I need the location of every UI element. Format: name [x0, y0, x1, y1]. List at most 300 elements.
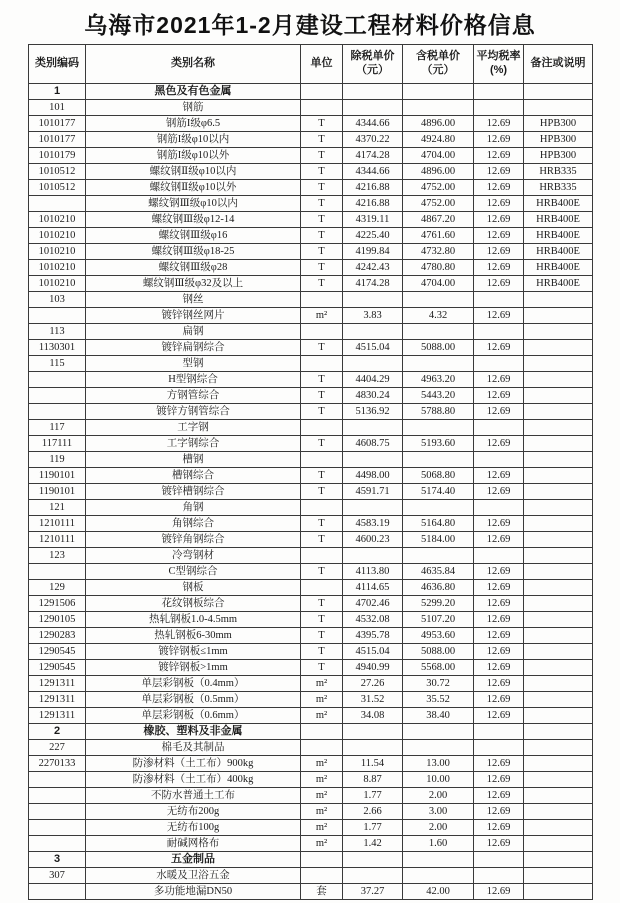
cell-unit: m² — [301, 308, 343, 324]
cell-price-inc-tax: 5443.20 — [403, 388, 474, 404]
cell-price-ex-tax — [343, 852, 403, 868]
cell-category-code: 1010179 — [29, 148, 86, 164]
cell-note — [524, 564, 593, 580]
table-row — [29, 244, 593, 260]
cell-category-name: 无纺布100g — [86, 820, 301, 836]
cell-unit: m² — [301, 708, 343, 724]
cell-price-ex-tax — [343, 420, 403, 436]
cell-price-inc-tax: 4896.00 — [403, 164, 474, 180]
table-row — [29, 660, 593, 676]
cell-note — [524, 372, 593, 388]
cell-price-ex-tax: 4174.28 — [343, 148, 403, 164]
cell-price-inc-tax: 2.00 — [403, 820, 474, 836]
cell-category-name: 螺纹钢Ⅲ级φ12-14 — [86, 212, 301, 228]
cell-price-inc-tax — [403, 292, 474, 308]
cell-category-name: 螺纹钢Ⅲ级φ10以内 — [86, 196, 301, 212]
cell-category-code: 1130301 — [29, 340, 86, 356]
cell-category-code — [29, 404, 86, 420]
cell-note — [524, 324, 593, 340]
table-row — [29, 740, 593, 756]
cell-price-inc-tax: 4780.80 — [403, 260, 474, 276]
cell-tax-rate — [474, 868, 524, 884]
cell-price-ex-tax: 4608.75 — [343, 436, 403, 452]
cell-category-code: 1010210 — [29, 244, 86, 260]
cell-category-name: 镀锌扁钢综合 — [86, 340, 301, 356]
table-row — [29, 148, 593, 164]
table-row — [29, 164, 593, 180]
cell-tax-rate: 12.69 — [474, 244, 524, 260]
cell-category-code: 129 — [29, 580, 86, 596]
cell-unit: T — [301, 516, 343, 532]
cell-unit — [301, 548, 343, 564]
cell-category-name: 不防水普通土工布 — [86, 788, 301, 804]
cell-price-inc-tax — [403, 100, 474, 116]
material-price-table — [28, 44, 593, 900]
cell-unit: T — [301, 132, 343, 148]
table-row — [29, 340, 593, 356]
cell-price-ex-tax: 4216.88 — [343, 180, 403, 196]
table-row — [29, 116, 593, 132]
cell-tax-rate — [474, 852, 524, 868]
cell-tax-rate: 12.69 — [474, 212, 524, 228]
cell-category-name: 耐碱网格布 — [86, 836, 301, 852]
cell-unit — [301, 292, 343, 308]
cell-note — [524, 868, 593, 884]
table-row — [29, 484, 593, 500]
cell-category-code: 1290105 — [29, 612, 86, 628]
cell-category-name: 钢板 — [86, 580, 301, 596]
cell-tax-rate: 12.69 — [474, 468, 524, 484]
cell-price-inc-tax: 5299.20 — [403, 596, 474, 612]
cell-category-name: 橡胶、塑料及非金属 — [86, 724, 301, 740]
cell-category-name: 钢筋I级φ6.5 — [86, 116, 301, 132]
cell-note — [524, 580, 593, 596]
cell-category-name: 棉毛及其制品 — [86, 740, 301, 756]
cell-price-inc-tax: 4752.00 — [403, 180, 474, 196]
cell-category-name: 镀锌钢丝网片 — [86, 308, 301, 324]
cell-note — [524, 500, 593, 516]
cell-note: HRB400E — [524, 228, 593, 244]
cell-price-ex-tax: 5136.92 — [343, 404, 403, 420]
cell-category-code: 101 — [29, 100, 86, 116]
cell-category-name: H型钢综合 — [86, 372, 301, 388]
cell-unit — [301, 356, 343, 372]
cell-note — [524, 708, 593, 724]
cell-category-code: 1291311 — [29, 676, 86, 692]
cell-tax-rate: 12.69 — [474, 516, 524, 532]
cell-price-ex-tax: 4242.43 — [343, 260, 403, 276]
cell-note — [524, 388, 593, 404]
table-row — [29, 580, 593, 596]
cell-category-name: 五金制品 — [86, 852, 301, 868]
table-row — [29, 196, 593, 212]
cell-unit: T — [301, 644, 343, 660]
cell-note — [524, 644, 593, 660]
cell-category-code: 1291506 — [29, 596, 86, 612]
cell-tax-rate — [474, 500, 524, 516]
table-row — [29, 532, 593, 548]
cell-category-code: 1010210 — [29, 260, 86, 276]
cell-note: HRB335 — [524, 180, 593, 196]
table-row — [29, 372, 593, 388]
cell-unit: T — [301, 164, 343, 180]
cell-price-inc-tax: 5184.00 — [403, 532, 474, 548]
cell-tax-rate: 12.69 — [474, 836, 524, 852]
cell-category-code — [29, 788, 86, 804]
cell-note — [524, 452, 593, 468]
table-row — [29, 180, 593, 196]
cell-price-inc-tax — [403, 548, 474, 564]
header-notes: 备注或说明 — [524, 45, 593, 84]
cell-price-inc-tax — [403, 500, 474, 516]
cell-category-code — [29, 820, 86, 836]
price-table-body — [29, 84, 593, 900]
cell-tax-rate: 12.69 — [474, 340, 524, 356]
cell-price-inc-tax: 4704.00 — [403, 148, 474, 164]
cell-price-ex-tax: 4370.22 — [343, 132, 403, 148]
cell-price-ex-tax: 4199.84 — [343, 244, 403, 260]
cell-price-inc-tax: 5193.60 — [403, 436, 474, 452]
cell-tax-rate: 12.69 — [474, 804, 524, 820]
cell-price-inc-tax — [403, 324, 474, 340]
cell-price-inc-tax: 1.60 — [403, 836, 474, 852]
cell-unit: 套 — [301, 884, 343, 900]
cell-price-inc-tax: 4924.80 — [403, 132, 474, 148]
cell-price-inc-tax: 30.72 — [403, 676, 474, 692]
table-row — [29, 84, 593, 100]
table-row — [29, 420, 593, 436]
cell-price-ex-tax — [343, 868, 403, 884]
table-row — [29, 596, 593, 612]
cell-unit: T — [301, 148, 343, 164]
table-row — [29, 308, 593, 324]
table-row — [29, 132, 593, 148]
cell-category-code: 1010210 — [29, 276, 86, 292]
cell-note — [524, 308, 593, 324]
cell-category-name: 热轧钢板1.0-4.5mm — [86, 612, 301, 628]
cell-category-code — [29, 308, 86, 324]
cell-unit — [301, 420, 343, 436]
cell-tax-rate — [474, 100, 524, 116]
table-row — [29, 692, 593, 708]
cell-category-name: 黑色及有色金属 — [86, 84, 301, 100]
cell-category-name: 镀锌槽钢综合 — [86, 484, 301, 500]
cell-tax-rate — [474, 356, 524, 372]
cell-price-inc-tax: 4896.00 — [403, 116, 474, 132]
cell-price-ex-tax: 4940.99 — [343, 660, 403, 676]
cell-category-name: 螺纹钢Ⅲ级φ16 — [86, 228, 301, 244]
cell-price-ex-tax: 4216.88 — [343, 196, 403, 212]
cell-note — [524, 756, 593, 772]
cell-price-ex-tax: 4600.23 — [343, 532, 403, 548]
cell-category-name: 花纹钢板综合 — [86, 596, 301, 612]
table-row — [29, 468, 593, 484]
page-title: 乌海市2021年1-2月建设工程材料价格信息 — [84, 12, 536, 38]
table-row — [29, 436, 593, 452]
cell-note: HRB335 — [524, 164, 593, 180]
cell-tax-rate: 12.69 — [474, 388, 524, 404]
cell-tax-rate: 12.69 — [474, 196, 524, 212]
cell-price-inc-tax: 10.00 — [403, 772, 474, 788]
cell-price-ex-tax: 4515.04 — [343, 340, 403, 356]
cell-price-ex-tax — [343, 100, 403, 116]
cell-category-name: 单层彩钢板（0.4mm） — [86, 676, 301, 692]
cell-note — [524, 420, 593, 436]
cell-category-name: 槽钢综合 — [86, 468, 301, 484]
cell-unit: m² — [301, 692, 343, 708]
cell-category-name: 热轧钢板6-30mm — [86, 628, 301, 644]
table-row — [29, 452, 593, 468]
cell-price-inc-tax: 35.52 — [403, 692, 474, 708]
cell-unit — [301, 324, 343, 340]
cell-note — [524, 836, 593, 852]
cell-tax-rate: 12.69 — [474, 436, 524, 452]
cell-category-name: 冷弯钢材 — [86, 548, 301, 564]
cell-price-ex-tax: 4319.11 — [343, 212, 403, 228]
cell-unit: T — [301, 612, 343, 628]
cell-category-code: 307 — [29, 868, 86, 884]
cell-unit — [301, 724, 343, 740]
cell-category-code — [29, 372, 86, 388]
cell-note — [524, 292, 593, 308]
cell-price-ex-tax: 4344.66 — [343, 116, 403, 132]
cell-tax-rate: 12.69 — [474, 644, 524, 660]
cell-note — [524, 356, 593, 372]
cell-unit: T — [301, 212, 343, 228]
cell-unit: T — [301, 484, 343, 500]
cell-note — [524, 820, 593, 836]
cell-price-inc-tax: 4867.20 — [403, 212, 474, 228]
cell-unit: T — [301, 244, 343, 260]
cell-note — [524, 740, 593, 756]
cell-tax-rate: 12.69 — [474, 260, 524, 276]
cell-note — [524, 676, 593, 692]
cell-unit: T — [301, 340, 343, 356]
cell-category-name: 螺纹钢Ⅱ级φ10以内 — [86, 164, 301, 180]
cell-note — [524, 692, 593, 708]
cell-category-code — [29, 804, 86, 820]
cell-category-name: 型钢 — [86, 356, 301, 372]
cell-tax-rate: 12.69 — [474, 612, 524, 628]
cell-category-name: 螺纹钢Ⅱ级φ10以外 — [86, 180, 301, 196]
cell-price-inc-tax: 4.32 — [403, 308, 474, 324]
cell-unit — [301, 452, 343, 468]
cell-tax-rate: 12.69 — [474, 164, 524, 180]
table-header — [29, 45, 593, 84]
cell-category-code: 1190101 — [29, 484, 86, 500]
cell-unit — [301, 84, 343, 100]
cell-price-ex-tax: 3.83 — [343, 308, 403, 324]
cell-category-code — [29, 196, 86, 212]
cell-price-ex-tax — [343, 452, 403, 468]
cell-tax-rate: 12.69 — [474, 692, 524, 708]
table-row — [29, 260, 593, 276]
cell-category-code: 2270133 — [29, 756, 86, 772]
cell-price-inc-tax: 4963.20 — [403, 372, 474, 388]
header-price-ex-tax: 除税单价（元） — [343, 45, 403, 84]
cell-price-inc-tax: 4732.80 — [403, 244, 474, 260]
cell-price-ex-tax: 27.26 — [343, 676, 403, 692]
cell-category-name: 钢筋I级φ10以内 — [86, 132, 301, 148]
cell-unit: m² — [301, 836, 343, 852]
cell-category-code: 3 — [29, 852, 86, 868]
cell-price-ex-tax — [343, 548, 403, 564]
cell-category-name: C型钢综合 — [86, 564, 301, 580]
cell-category-name: 钢筋 — [86, 100, 301, 116]
cell-price-inc-tax — [403, 420, 474, 436]
cell-price-inc-tax: 13.00 — [403, 756, 474, 772]
cell-price-inc-tax: 5568.00 — [403, 660, 474, 676]
header-avg-tax-rate: 平均税率(%) — [474, 45, 524, 84]
cell-category-code — [29, 772, 86, 788]
cell-tax-rate — [474, 740, 524, 756]
cell-note — [524, 468, 593, 484]
table-row — [29, 884, 593, 900]
cell-price-inc-tax: 4635.84 — [403, 564, 474, 580]
cell-category-name: 工字钢 — [86, 420, 301, 436]
cell-note: HRB400E — [524, 244, 593, 260]
cell-price-ex-tax: 4404.29 — [343, 372, 403, 388]
table-row — [29, 388, 593, 404]
cell-category-code: 2 — [29, 724, 86, 740]
cell-tax-rate: 12.69 — [474, 228, 524, 244]
cell-tax-rate: 12.69 — [474, 180, 524, 196]
cell-category-code: 1 — [29, 84, 86, 100]
cell-price-inc-tax: 42.00 — [403, 884, 474, 900]
cell-tax-rate: 12.69 — [474, 532, 524, 548]
cell-category-code: 1210111 — [29, 516, 86, 532]
cell-note: HRB400E — [524, 212, 593, 228]
cell-price-inc-tax: 5164.80 — [403, 516, 474, 532]
cell-price-ex-tax: 4174.28 — [343, 276, 403, 292]
cell-price-ex-tax — [343, 84, 403, 100]
table-row — [29, 212, 593, 228]
cell-tax-rate: 12.69 — [474, 660, 524, 676]
cell-unit: T — [301, 228, 343, 244]
cell-price-inc-tax — [403, 356, 474, 372]
cell-price-ex-tax: 4583.19 — [343, 516, 403, 532]
header-unit: 单位 — [301, 45, 343, 84]
cell-tax-rate: 12.69 — [474, 564, 524, 580]
table-row — [29, 516, 593, 532]
cell-price-ex-tax: 1.77 — [343, 820, 403, 836]
cell-category-name: 单层彩钢板（0.5mm） — [86, 692, 301, 708]
table-row — [29, 548, 593, 564]
cell-category-name: 螺纹钢Ⅲ级φ18-25 — [86, 244, 301, 260]
cell-category-code: 1291311 — [29, 708, 86, 724]
cell-category-code: 227 — [29, 740, 86, 756]
cell-price-ex-tax: 4225.40 — [343, 228, 403, 244]
header-price-inc-tax: 含税单价（元） — [403, 45, 474, 84]
cell-price-ex-tax — [343, 292, 403, 308]
cell-tax-rate — [474, 420, 524, 436]
cell-note — [524, 884, 593, 900]
cell-price-ex-tax — [343, 356, 403, 372]
table-row — [29, 804, 593, 820]
table-row — [29, 100, 593, 116]
cell-unit: T — [301, 260, 343, 276]
table-row — [29, 676, 593, 692]
cell-price-ex-tax: 11.54 — [343, 756, 403, 772]
cell-category-code: 1010210 — [29, 228, 86, 244]
cell-category-code: 1010177 — [29, 132, 86, 148]
cell-unit: T — [301, 436, 343, 452]
cell-category-code: 1291311 — [29, 692, 86, 708]
cell-note — [524, 772, 593, 788]
cell-price-ex-tax: 4344.66 — [343, 164, 403, 180]
cell-unit — [301, 580, 343, 596]
cell-note — [524, 852, 593, 868]
cell-category-code: 1010512 — [29, 164, 86, 180]
cell-note — [524, 788, 593, 804]
cell-tax-rate: 12.69 — [474, 788, 524, 804]
cell-category-code — [29, 884, 86, 900]
table-row — [29, 356, 593, 372]
cell-price-inc-tax: 5088.00 — [403, 340, 474, 356]
cell-unit: T — [301, 660, 343, 676]
cell-unit: T — [301, 532, 343, 548]
cell-category-name: 角钢综合 — [86, 516, 301, 532]
cell-note — [524, 724, 593, 740]
cell-tax-rate: 12.69 — [474, 756, 524, 772]
cell-tax-rate: 12.69 — [474, 404, 524, 420]
cell-price-inc-tax — [403, 84, 474, 100]
cell-unit — [301, 852, 343, 868]
cell-tax-rate: 12.69 — [474, 372, 524, 388]
cell-price-ex-tax — [343, 324, 403, 340]
cell-unit — [301, 100, 343, 116]
cell-category-name: 螺纹钢Ⅲ级φ28 — [86, 260, 301, 276]
cell-tax-rate — [474, 324, 524, 340]
cell-price-inc-tax: 5174.40 — [403, 484, 474, 500]
cell-tax-rate — [474, 548, 524, 564]
cell-note: HPB300 — [524, 148, 593, 164]
cell-category-name: 单层彩钢板（0.6mm） — [86, 708, 301, 724]
cell-unit: m² — [301, 820, 343, 836]
cell-tax-rate: 12.69 — [474, 116, 524, 132]
cell-category-code: 103 — [29, 292, 86, 308]
cell-unit: T — [301, 468, 343, 484]
table-row — [29, 628, 593, 644]
cell-category-name: 方钢管综合 — [86, 388, 301, 404]
cell-price-ex-tax: 37.27 — [343, 884, 403, 900]
cell-category-name: 水暖及卫浴五金 — [86, 868, 301, 884]
cell-note — [524, 84, 593, 100]
cell-price-inc-tax: 3.00 — [403, 804, 474, 820]
cell-note — [524, 804, 593, 820]
cell-category-code: 1010210 — [29, 212, 86, 228]
table-row — [29, 836, 593, 852]
cell-unit: m² — [301, 788, 343, 804]
cell-category-name: 防渗材料（土工布）400kg — [86, 772, 301, 788]
cell-price-ex-tax: 34.08 — [343, 708, 403, 724]
cell-tax-rate — [474, 724, 524, 740]
cell-price-inc-tax: 4704.00 — [403, 276, 474, 292]
table-row — [29, 756, 593, 772]
cell-category-code: 119 — [29, 452, 86, 468]
cell-price-ex-tax — [343, 724, 403, 740]
cell-category-code: 1190101 — [29, 468, 86, 484]
cell-unit — [301, 868, 343, 884]
header-category-name: 类别名称 — [86, 45, 301, 84]
cell-unit: T — [301, 388, 343, 404]
cell-category-name: 无纺布200g — [86, 804, 301, 820]
cell-price-ex-tax: 8.87 — [343, 772, 403, 788]
cell-unit: T — [301, 276, 343, 292]
cell-tax-rate: 12.69 — [474, 148, 524, 164]
cell-category-code: 113 — [29, 324, 86, 340]
cell-price-inc-tax: 4953.60 — [403, 628, 474, 644]
